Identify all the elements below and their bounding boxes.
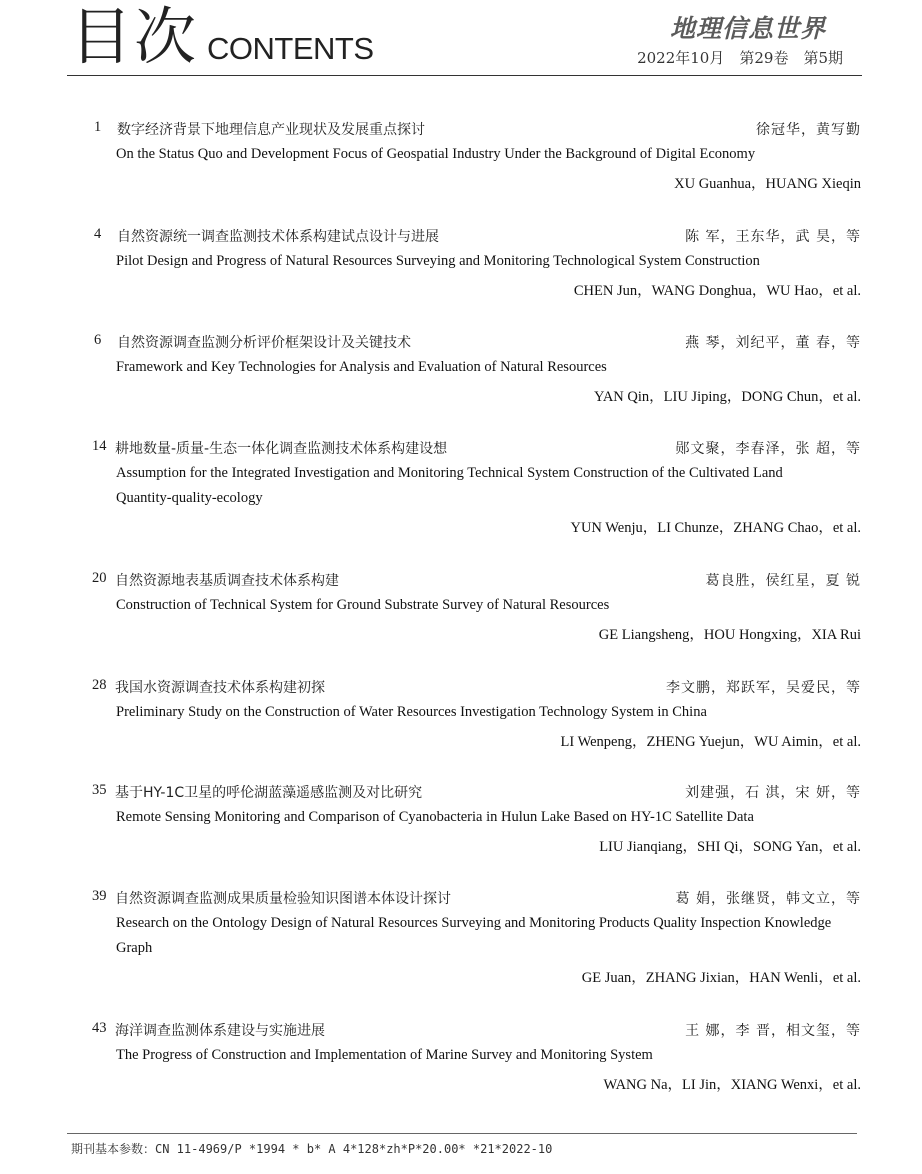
authors-cn: 王 娜，李 晋，相文玺，等 <box>685 1023 861 1039</box>
authors-cn: 陈 军，王东华，武 昊，等 <box>685 229 861 245</box>
page-number: 1 <box>94 119 102 135</box>
article-title-cn: 海洋调查监测体系建设与实施进展 <box>115 1023 325 1039</box>
authors-en: YUN Wenju，LI Chunze，ZHANG Chao，et al. <box>570 520 861 536</box>
page-number: 6 <box>94 332 102 348</box>
footer-divider <box>67 1133 857 1134</box>
article-title-en: Assumption for the Integrated Investigation and Monitoring Technical System Construction of the Cultivated Land <box>116 465 783 481</box>
article-title-cn: 数字经济背景下地理信息产业现状及发展重点探讨 <box>117 122 425 138</box>
authors-cn: 葛 娟，张继贤，韩文立，等 <box>675 891 861 907</box>
journal-parameters: 期刊基本参数：CN 11-4969/P *1994 * b* A 4*128*zh*P*20.00* *21*2022-10 <box>71 1142 553 1156</box>
article-title-en: Remote Sensing Monitoring and Comparison of Cyanobacteria in Hulun Lake Based on HY-1C Satellite Data <box>116 809 754 825</box>
issue-info: 2022年10月 第29卷 第5期 <box>637 49 843 67</box>
article-title-en: Graph <box>116 940 153 956</box>
authors-en: LI Wenpeng，ZHENG Yuejun，WU Aimin，et al. <box>560 734 861 750</box>
authors-cn: 郧文聚，李春泽，张 超，等 <box>675 441 861 457</box>
article-title-cn: 耕地数量-质量-生态一体化调查监测技术体系构建设想 <box>115 441 448 457</box>
article-title-en: Construction of Technical System for Ground Substrate Survey of Natural Resources <box>116 597 610 613</box>
authors-en: WANG Na，LI Jin，XIANG Wenxi，et al. <box>603 1077 861 1093</box>
article-title-en: Quantity-quality-ecology <box>116 490 263 506</box>
article-title-cn: 我国水资源调查技术体系构建初探 <box>115 680 325 696</box>
article-title-en: On the Status Quo and Development Focus of Geospatial Industry Under the Background of Digital Economy <box>116 146 756 162</box>
article-title-cn: 自然资源地表基质调查技术体系构建 <box>115 573 339 589</box>
authors-en: GE Juan，ZHANG Jixian，HAN Wenli，et al. <box>581 970 861 986</box>
article-title-cn: 自然资源调查监测分析评价框架设计及关键技术 <box>117 335 411 351</box>
authors-en: CHEN Jun，WANG Donghua，WU Hao，et al. <box>573 283 861 299</box>
article-title-cn: 自然资源调查监测成果质量检验知识图谱本体设计探讨 <box>115 891 451 907</box>
page-number: 28 <box>92 677 107 693</box>
article-title-cn: 自然资源统一调查监测技术体系构建试点设计与进展 <box>117 229 439 245</box>
article-title-en: Research on the Ontology Design of Natural Resources Surveying and Monitoring Products Quality Inspection Knowledge <box>116 915 832 931</box>
authors-cn: 燕 琴，刘纪平，董 春，等 <box>685 335 861 351</box>
page-header <box>0 0 922 80</box>
article-title-en: Preliminary Study on the Construction of Water Resources Investigation Technology System in China <box>116 704 707 720</box>
authors-cn: 葛良胜，侯红星，夏 锐 <box>705 573 861 589</box>
page-number: 35 <box>92 782 107 798</box>
header-divider <box>67 75 862 76</box>
article-title-en: Framework and Key Technologies for Analysis and Evaluation of Natural Resources <box>116 359 607 375</box>
page-number: 4 <box>94 226 102 242</box>
contents-title-cn: 目次 <box>70 0 199 73</box>
authors-en: XU Guanhua，HUANG Xieqin <box>674 176 861 192</box>
contents-title-en: CONTENTS <box>207 31 374 66</box>
journal-name: 地理信息世界 <box>669 14 826 43</box>
page-number: 14 <box>92 438 107 454</box>
page-number: 39 <box>92 888 107 904</box>
authors-en: YAN Qin，LIU Jiping，DONG Chun，et al. <box>593 389 861 405</box>
authors-cn: 李文鹏，郑跃军，吴爱民，等 <box>666 680 861 696</box>
article-title-cn: 基于HY-1C卫星的呼伦湖蓝藻遥感监测及对比研究 <box>115 785 423 801</box>
authors-cn: 徐冠华，黄写勤 <box>756 122 861 138</box>
page-number: 20 <box>92 570 107 586</box>
article-title-en: The Progress of Construction and Implementation of Marine Survey and Monitoring System <box>116 1047 653 1063</box>
authors-cn: 刘建强，石 淇，宋 妍，等 <box>685 785 861 801</box>
page-number: 43 <box>92 1020 107 1036</box>
authors-en: GE Liangsheng，HOU Hongxing，XIA Rui <box>598 627 861 643</box>
authors-en: LIU Jianqiang，SHI Qi，SONG Yan，et al. <box>599 839 861 855</box>
article-title-en: Pilot Design and Progress of Natural Resources Surveying and Monitoring Technological System Construction <box>116 253 760 269</box>
